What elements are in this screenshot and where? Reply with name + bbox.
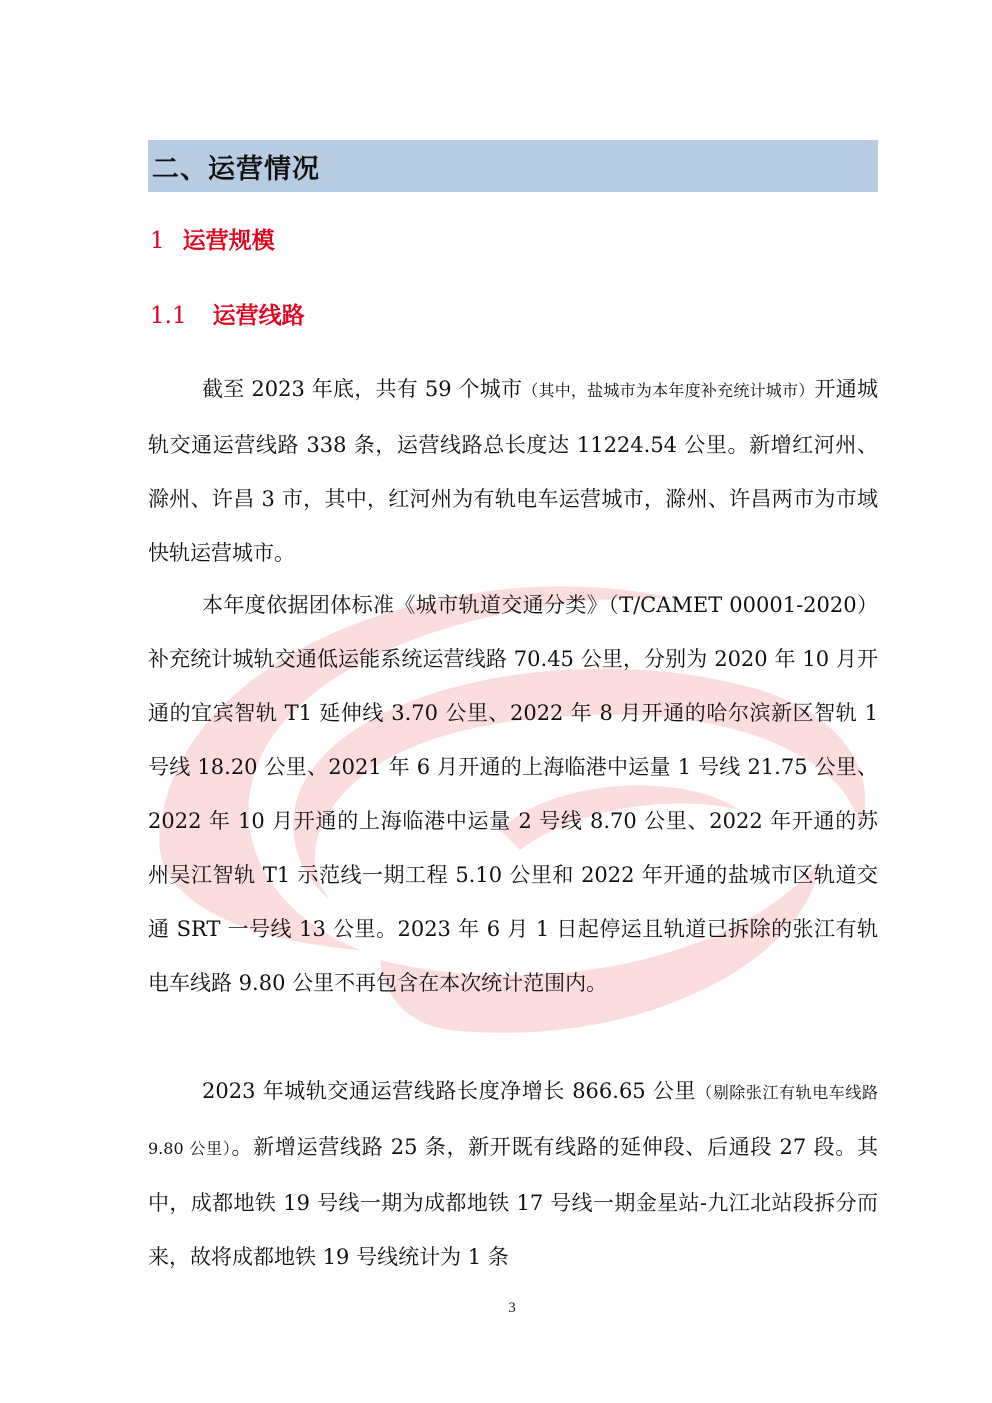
section-header-bar [148, 140, 878, 192]
heading-number: 1.1 [150, 303, 187, 329]
paragraph-3 [148, 1064, 878, 1284]
heading-title: 运营规模 [182, 227, 275, 254]
paragraph-text: 本年度依据团体标准《城市轨道交通分类》（T/CAMET 00001-2020）补充统计城轨交通低运能系统运营线路 70.45 公里，分别为 2020 年 10 月开通的宜宾智轨 T1 延伸线 3.70 公里、2022 年 8 月开通的哈尔滨新区智轨 1 号线 18.20 公里、2021 年 6 月开通的上海临港中运量 1 号线 21.75 公里、2022 年 10 月开通的上海临港中运量 2 号线 8.70 公里、2022 年开通的苏州吴江智轨 T1 示范线一期工程 5.10 公里和 2022 年开通的盐城市区轨道交通 SRT 一号线 13 公里。2023 年 6 月 1 日起停运且轨道已拆除的张江有轨电车线路 9.80 公里不再包含在本次统计范围内。 [148, 593, 878, 995]
section-title: 二、运营情况 [152, 153, 320, 185]
paragraph-text: 。新增运营线路 25 条，新开既有线路的延伸段、后通段 27 段。其中，成都地铁 19 号线一期为成都地铁 17 号线一期金星站-九江北站段拆分而来，故将成都地铁 19 号线统计为 1 条 [148, 1135, 878, 1269]
heading-title: 运营线路 [212, 302, 305, 329]
paragraph-text: 开通城轨交通运营线路 338 条，运营线路总长度达 11224.54 公里。新增红河州、滁州、许昌 3 市，其中，红河州为有轨电车运营城市，滁州、许昌两市为市域快轨运营城市。 [148, 377, 878, 565]
paragraph-1 [148, 362, 878, 580]
heading-level-2 [150, 297, 305, 330]
paragraph-note: （其中，盐城市为本年度补充统计城市） [522, 381, 815, 400]
paragraph-note: （剔除张江有轨电车线路 9.80 公里） [148, 1083, 878, 1158]
paragraph-text: 截至 2023 年底，共有 59 个城市 [202, 377, 523, 401]
paragraph-2 [148, 578, 878, 1010]
paragraph-text: 2023 年城轨交通运营线路长度净增长 866.65 公里 [202, 1079, 697, 1103]
heading-number: 1 [150, 228, 165, 254]
heading-level-1 [150, 222, 275, 255]
page-number: 3 [508, 1300, 516, 1316]
